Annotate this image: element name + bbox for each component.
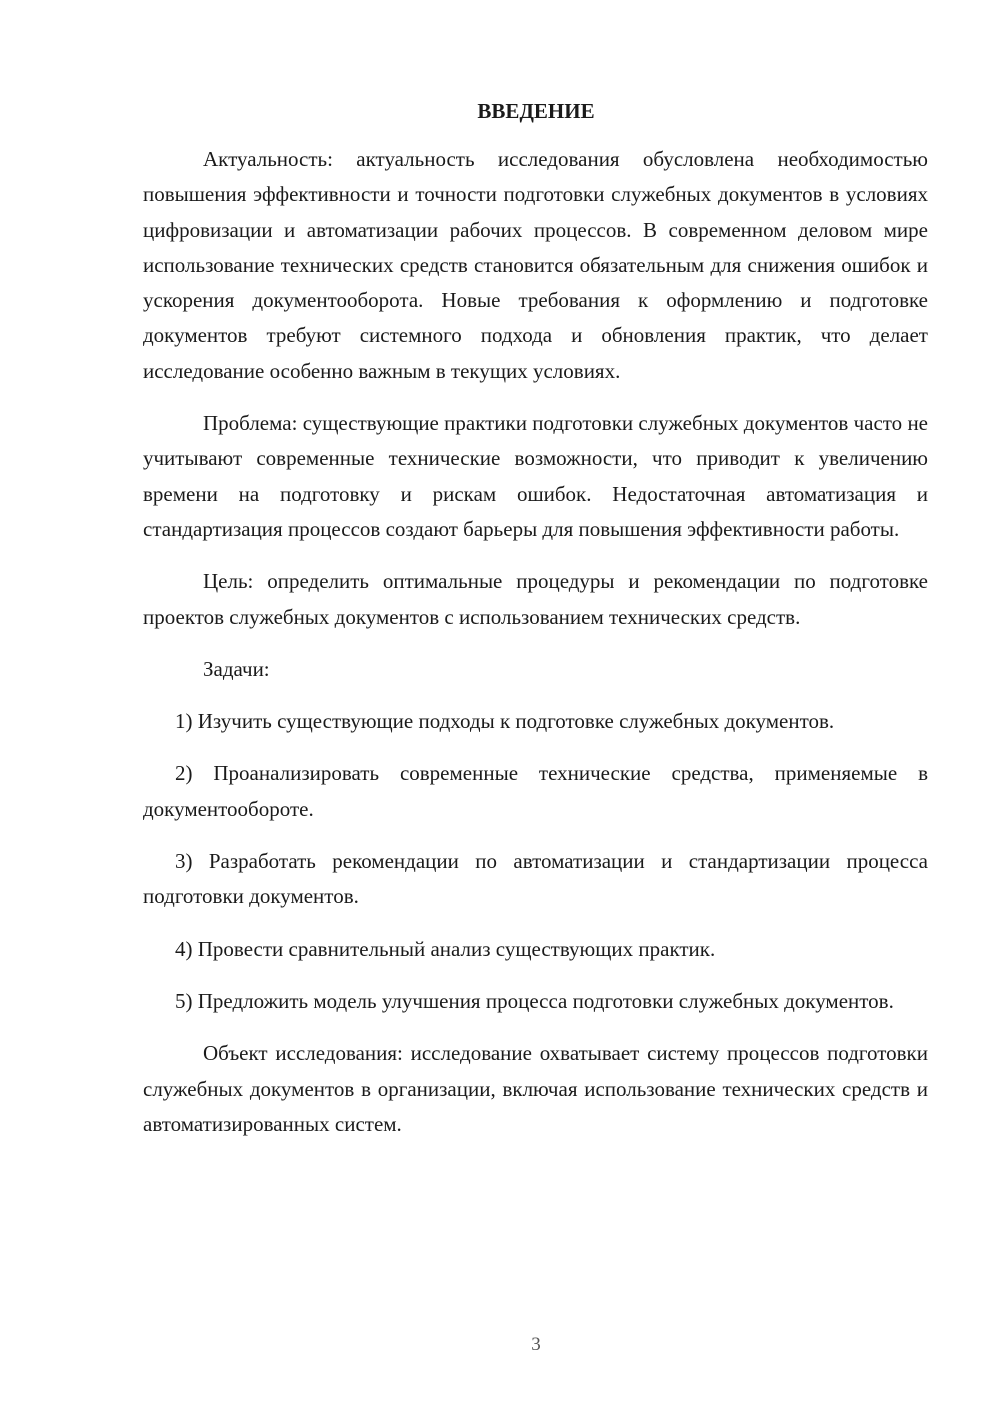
paragraph-goal: Цель: определить оптимальные процедуры и рекомендации по подготовке проектов служебных документов с использованием технических средств. (143, 569, 928, 629)
task-item: 5) Предложить модель улучшения процесса подготовки служебных документов. (175, 988, 894, 1013)
paragraph-relevance: Актуальность: актуальность исследования обусловлена необходимостью повышения эффективности и точности подготовки служебных документов в условиях цифровизации и автоматизации рабочих процессов. В современном деловом мире использование технических средств становится обязательным для снижения ошибок и ускорения документооборота. Новые требования к оформлению и подготовке документов требуют системного подхода и обновления практик, что делает исследование особенно важным в текущих условиях. (143, 147, 928, 383)
paragraph-problem: Проблема: существующие практики подготовки служебных документов часто не учитывают современные технические возможности, что приводит к увеличению времени на подготовку и рискам ошибок. Недостаточная автоматизация и стандартизация процессов создают барьеры для повышения эффективности работы. (143, 411, 928, 541)
tasks-heading: Задачи: (203, 656, 270, 681)
page-title: ВВЕДЕНИЕ (477, 99, 595, 123)
page-number: 3 (531, 1334, 541, 1355)
task-item: 4) Провести сравнительный анализ существующих практик. (175, 936, 716, 961)
paragraph-object: Объект исследования: исследование охватывает систему процессов подготовки служебных документов в организации, включая использование технических средств и автоматизированных систем. (143, 1041, 928, 1136)
task-item: 2) Проанализировать современные технические средства, применяемые в документообороте. (143, 761, 928, 821)
task-item: 1) Изучить существующие подходы к подготовке служебных документов. (175, 709, 835, 734)
document-body (143, 142, 928, 1159)
task-item: 3) Разработать рекомендации по автоматизации и стандартизации процесса подготовки документов. (143, 849, 928, 909)
